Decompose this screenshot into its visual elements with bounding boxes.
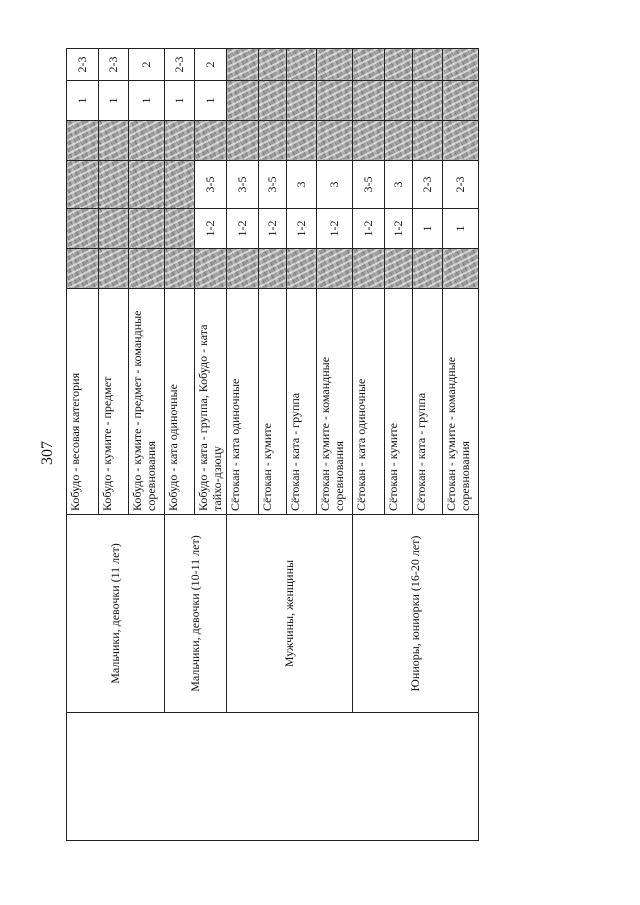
discipline-cell: Сётокан - ката - группа <box>287 289 317 515</box>
value-cell-c4 <box>227 121 259 161</box>
value-cell-c2: 1-2 <box>259 209 287 249</box>
value-cell-c5 <box>413 81 443 121</box>
value-cell-c5: 1 <box>195 81 227 121</box>
value-cell-c3: 2-3 <box>413 161 443 209</box>
value-cell-c4 <box>287 121 317 161</box>
discipline-cell: Сётокан - кумите <box>259 289 287 515</box>
value-cell-c6 <box>287 49 317 81</box>
value-cell-c1 <box>353 249 385 289</box>
page-number: 307 <box>39 441 56 465</box>
value-cell-c1 <box>413 249 443 289</box>
value-cell-c5 <box>287 81 317 121</box>
discipline-cell: Кобудо - кумите - предмет - командные соревнования <box>129 289 165 515</box>
value-cell-c3: 3-5 <box>195 161 227 209</box>
value-cell-c3: 3 <box>287 161 317 209</box>
value-cell-c3: 2-3 <box>443 161 479 209</box>
value-cell-c5: 1 <box>165 81 195 121</box>
value-cell-c6 <box>385 49 413 81</box>
value-cell-c2 <box>165 209 195 249</box>
value-cell-c4 <box>353 121 385 161</box>
value-cell-c2: 1-2 <box>353 209 385 249</box>
value-cell-c4 <box>195 121 227 161</box>
value-cell-c4 <box>443 121 479 161</box>
value-cell-c4 <box>99 121 129 161</box>
sport-categories-table <box>66 48 479 841</box>
value-cell-c6 <box>443 49 479 81</box>
value-cell-c4 <box>259 121 287 161</box>
value-cell-c6 <box>227 49 259 81</box>
value-cell-c6: 2-3 <box>99 49 129 81</box>
table-body <box>67 49 479 841</box>
age-group-cell: Мужчины, женщины <box>227 515 353 713</box>
table-row <box>67 49 99 841</box>
value-cell-c3 <box>67 161 99 209</box>
value-cell-c5 <box>227 81 259 121</box>
value-cell-c4 <box>129 121 165 161</box>
value-cell-c2: 1 <box>443 209 479 249</box>
discipline-cell: Кобудо - ката одиночные <box>165 289 195 515</box>
value-cell-c5: 1 <box>67 81 99 121</box>
value-cell-c3: 3-5 <box>227 161 259 209</box>
value-cell-c4 <box>165 121 195 161</box>
value-cell-c3 <box>129 161 165 209</box>
value-cell-c3 <box>99 161 129 209</box>
value-cell-c1 <box>259 249 287 289</box>
age-group-cell: Мальчики, девочки (10-11 лет) <box>165 515 227 713</box>
value-cell-c4 <box>413 121 443 161</box>
value-cell-c1 <box>129 249 165 289</box>
discipline-cell: Сётокан - кумите <box>385 289 413 515</box>
discipline-cell: Кобудо - весовая категория <box>67 289 99 515</box>
value-cell-c3: 3 <box>317 161 353 209</box>
age-group-cell: Юниоры, юниорки (16-20 лет) <box>353 515 479 713</box>
value-cell-c6: 2 <box>129 49 165 81</box>
value-cell-c6: 2-3 <box>165 49 195 81</box>
blank-column-cell <box>67 713 479 841</box>
discipline-cell: Сётокан - кумите - командные соревнования <box>317 289 353 515</box>
discipline-cell: Сётокан - ката одиночные <box>353 289 385 515</box>
value-cell-c6: 2 <box>195 49 227 81</box>
value-cell-c5: 1 <box>129 81 165 121</box>
value-cell-c5 <box>317 81 353 121</box>
value-cell-c5: 1 <box>99 81 129 121</box>
table-rotation-frame <box>66 49 473 864</box>
discipline-cell: Сётокан - ката одиночные <box>227 289 259 515</box>
value-cell-c2: 1-2 <box>317 209 353 249</box>
value-cell-c3: 3 <box>385 161 413 209</box>
value-cell-c5 <box>259 81 287 121</box>
discipline-cell: Сётокан - кумите - командные соревнования <box>443 289 479 515</box>
value-cell-c4 <box>67 121 99 161</box>
value-cell-c6 <box>353 49 385 81</box>
value-cell-c2 <box>99 209 129 249</box>
value-cell-c3: 3-5 <box>353 161 385 209</box>
value-cell-c1 <box>443 249 479 289</box>
value-cell-c1 <box>287 249 317 289</box>
value-cell-c5 <box>385 81 413 121</box>
value-cell-c6 <box>259 49 287 81</box>
value-cell-c1 <box>227 249 259 289</box>
value-cell-c2: 1 <box>413 209 443 249</box>
age-group-cell: Мальчики, девочки (11 лет) <box>67 515 165 713</box>
value-cell-c6 <box>413 49 443 81</box>
value-cell-c1 <box>385 249 413 289</box>
value-cell-c3: 3-5 <box>259 161 287 209</box>
value-cell-c2: 1-2 <box>287 209 317 249</box>
value-cell-c2: 1-2 <box>227 209 259 249</box>
value-cell-c1 <box>99 249 129 289</box>
value-cell-c2 <box>129 209 165 249</box>
value-cell-c1 <box>67 249 99 289</box>
value-cell-c2 <box>67 209 99 249</box>
value-cell-c6 <box>317 49 353 81</box>
discipline-cell: Кобудо - кумите - предмет <box>99 289 129 515</box>
discipline-cell: Сётокан - ката - группа <box>413 289 443 515</box>
value-cell-c2: 1-2 <box>385 209 413 249</box>
value-cell-c2: 1-2 <box>195 209 227 249</box>
value-cell-c1 <box>317 249 353 289</box>
value-cell-c4 <box>385 121 413 161</box>
value-cell-c3 <box>165 161 195 209</box>
value-cell-c1 <box>165 249 195 289</box>
value-cell-c6: 2-3 <box>67 49 99 81</box>
value-cell-c5 <box>443 81 479 121</box>
value-cell-c1 <box>195 249 227 289</box>
value-cell-c5 <box>353 81 385 121</box>
value-cell-c4 <box>317 121 353 161</box>
discipline-cell: Кобудо - ката - группа, Кобудо - ката тайхо-дзюцу <box>195 289 227 515</box>
